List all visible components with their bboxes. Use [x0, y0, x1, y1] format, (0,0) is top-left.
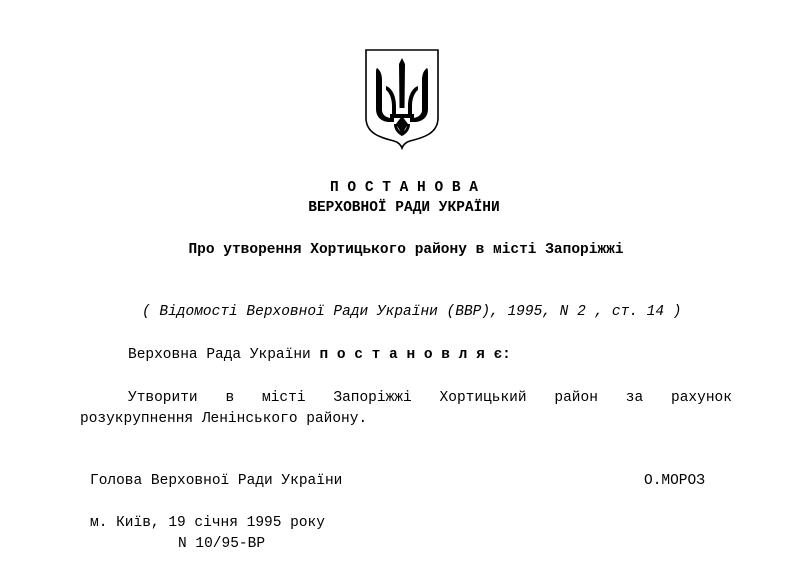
body-word: місті	[262, 390, 306, 406]
body-word: за	[625, 390, 644, 406]
document-title: Про утворення Хортицького району в місті Запоріжжі	[188, 242, 624, 258]
document-preamble	[128, 346, 511, 364]
signature-name: О.МОРОЗ	[644, 473, 705, 489]
trident-coat-of-arms-icon	[364, 48, 440, 150]
preamble-text: Верховна Рада України	[128, 347, 320, 363]
body-word: Утворити	[128, 390, 198, 406]
body-paragraph-line-1	[128, 389, 732, 407]
body-paragraph-line-2: розукрупнення Ленінського району.	[80, 411, 368, 427]
body-word: Запоріжжі	[333, 390, 412, 406]
signature-position: Голова Верховної Ради України	[90, 473, 343, 489]
body-word: район	[554, 390, 598, 406]
document-type: П О С Т А Н О В А	[330, 180, 478, 196]
document-issuer: ВЕРХОВНОЇ РАДИ УКРАЇНИ	[308, 200, 500, 216]
preamble-resolves: п о с т а н о в л я є:	[319, 347, 511, 363]
body-word: рахунок	[671, 390, 732, 406]
document-number: N 10/95-ВР	[178, 536, 266, 552]
body-word: Хортицький	[439, 390, 527, 406]
place-and-date: м. Київ, 19 січня 1995 року	[90, 515, 325, 531]
body-word: в	[225, 390, 235, 406]
document-source-reference: ( Відомості Верховної Ради України (ВВР), 1995, N 2 , ст. 14 )	[142, 304, 682, 320]
